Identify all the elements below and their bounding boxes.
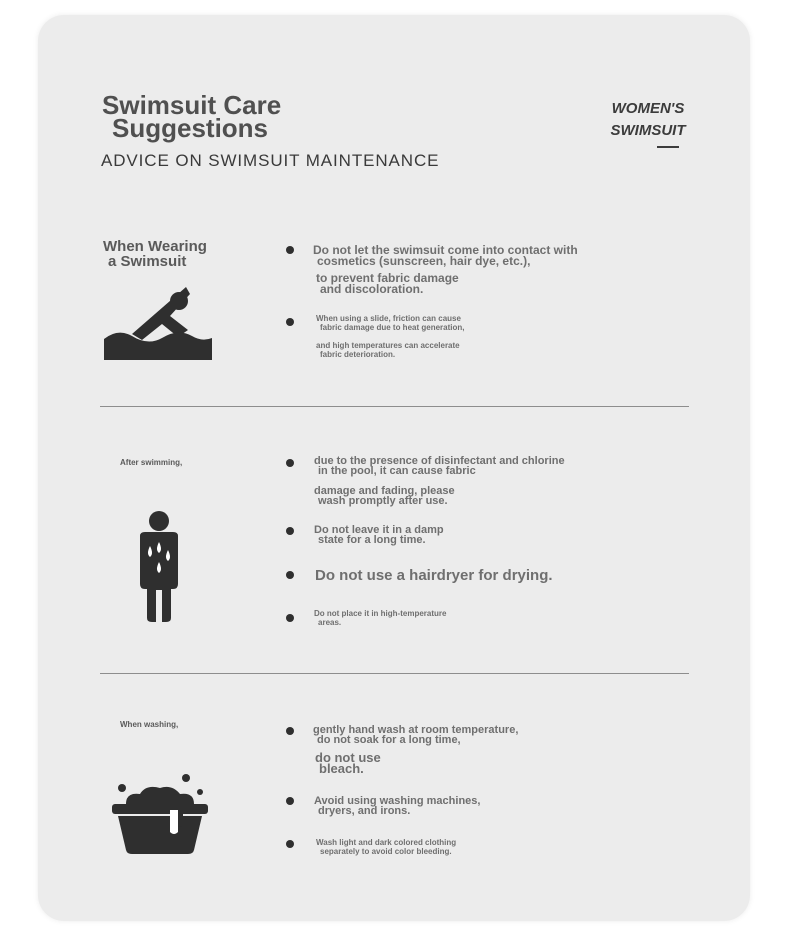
section-label-washing: When washing, xyxy=(120,720,179,729)
bullet-dot xyxy=(286,727,294,735)
item-line: dryers, and irons. xyxy=(318,805,411,817)
page-subtitle: ADVICE ON SWIMSUIT MAINTENANCE xyxy=(101,151,440,170)
swimmer-icon xyxy=(102,284,214,362)
wearing-item-2-cont xyxy=(316,341,460,359)
after-item-1-cont xyxy=(314,486,455,506)
item-line: Avoid using washing machines, xyxy=(314,795,481,807)
page-title xyxy=(102,90,282,143)
bullet-dot xyxy=(286,797,294,805)
wearing-item-1 xyxy=(313,245,578,267)
item-line: wash promptly after use. xyxy=(318,495,448,507)
section-divider xyxy=(100,406,689,407)
section-label-line-1: When Wearing xyxy=(103,238,207,255)
brand-line-1: WOMEN'S xyxy=(611,100,685,117)
brand-underline xyxy=(657,146,679,148)
bullet-dot xyxy=(286,527,294,535)
section-label-wearing xyxy=(103,239,207,269)
section-label-after-swimming: After swimming, xyxy=(120,458,183,467)
washing-item-3 xyxy=(316,838,456,856)
item-line: fabric deterioration. xyxy=(320,350,396,359)
bullet-dot xyxy=(286,318,294,326)
wearing-item-2 xyxy=(316,314,464,332)
item-line: do not soak for a long time, xyxy=(317,734,461,746)
bullet-dot xyxy=(286,614,294,622)
item-line: due to the presence of disinfectant and chlorine xyxy=(314,455,565,467)
bullet-dot xyxy=(286,246,294,254)
item-line: When using a slide, friction can cause xyxy=(316,314,461,323)
after-item-3: Do not use a hairdryer for drying. xyxy=(315,567,553,584)
title-line-2: Suggestions xyxy=(112,113,269,143)
item-line: fabric damage due to heat generation, xyxy=(320,323,465,332)
item-line: and high temperatures can accelerate xyxy=(316,341,460,350)
washing-item-1 xyxy=(313,725,518,745)
after-item-1 xyxy=(314,456,565,476)
item-line: damage and fading, please xyxy=(314,485,455,497)
section-label-line-2: a Swimsuit xyxy=(108,253,187,270)
item-line: Do not place it in high-temperature xyxy=(314,609,447,618)
item-line: and discoloration. xyxy=(320,282,424,296)
section-divider xyxy=(100,673,689,674)
item-line: state for a long time. xyxy=(318,534,426,546)
wearing-item-1-cont xyxy=(316,273,459,295)
brand-line-2: SWIMSUIT xyxy=(610,122,686,139)
wet-person-icon xyxy=(134,510,184,622)
after-item-2 xyxy=(314,525,444,545)
bullet-dot xyxy=(286,571,294,579)
item-line: cosmetics (sunscreen, hair dye, etc.), xyxy=(317,254,531,268)
item-line: do not use xyxy=(315,750,381,765)
title-line-1: Swimsuit Care xyxy=(102,90,282,120)
item-line: areas. xyxy=(318,618,342,627)
washing-item-2 xyxy=(314,796,480,816)
item-line: gently hand wash at room temperature, xyxy=(313,724,519,736)
after-item-4 xyxy=(314,609,446,627)
item-line: in the pool, it can cause fabric xyxy=(318,465,476,477)
washing-item-1-cont xyxy=(315,752,381,774)
bullet-dot xyxy=(286,459,294,467)
item-line: separately to avoid color bleeding. xyxy=(320,847,452,856)
bullet-dot xyxy=(286,840,294,848)
item-line: Do not leave it in a damp xyxy=(314,524,444,536)
blurred-watermark xyxy=(465,306,665,332)
item-line: to prevent fabric damage xyxy=(316,271,459,285)
item-line: Do not let the swimsuit come into contact with xyxy=(313,243,578,257)
item-line: bleach. xyxy=(319,761,364,776)
item-line: Wash light and dark colored clothing xyxy=(316,838,457,847)
washing-basin-icon xyxy=(110,770,210,854)
brand-label xyxy=(598,98,698,142)
